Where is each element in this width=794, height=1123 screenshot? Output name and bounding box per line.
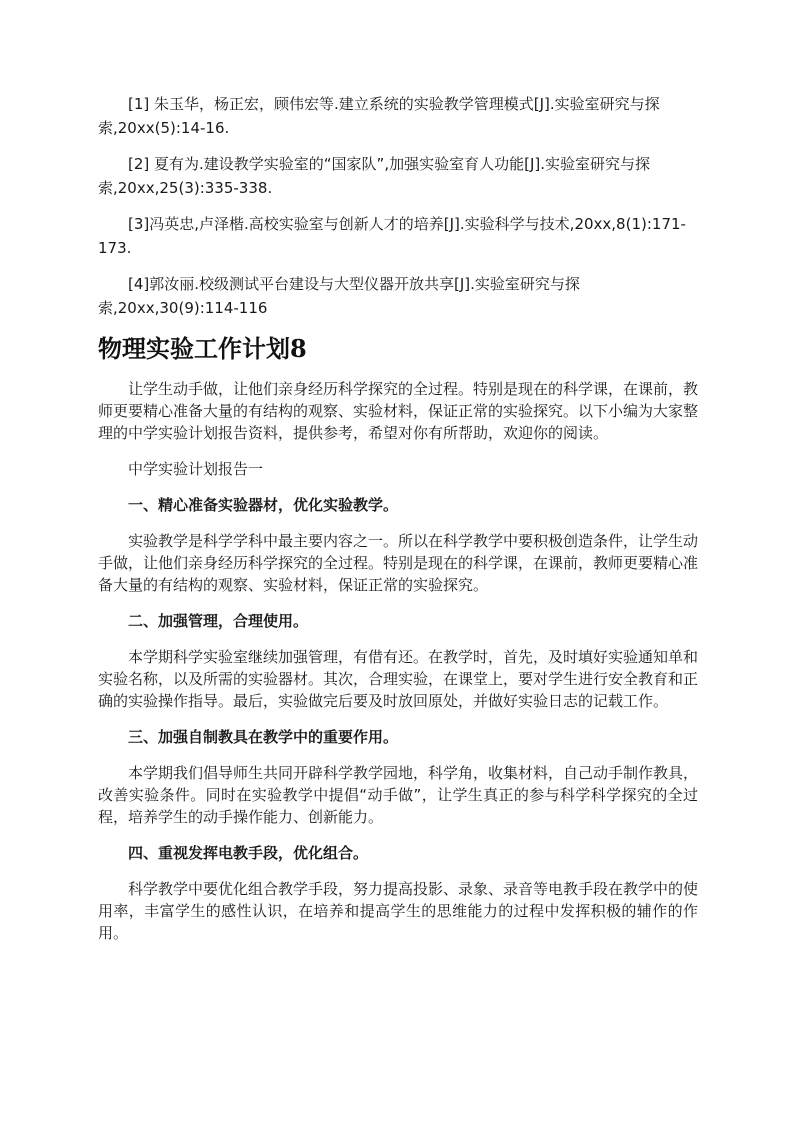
reference-item: [3]冯英忠,卢泽楷.高校实验室与创新人才的培养[J].实验科学与技术,20xx,8(1):171-173. — [98, 215, 686, 257]
item-body-2: 本学期科学实验室继续加强管理，有借有还。在教学时，首先，及时填好实验通知单和实验名称，以及所需的实验器材。其次，合理实验，在课堂上，要对学生进行安全教育和正确的实验操作指导。最后，实验做完后要及时放回原处，并做好实验日志的记载工作。 — [98, 648, 699, 710]
intro-paragraph: 让学生动手做，让他们亲身经历科学探究的全过程。特别是现在的科学课，在课前，教师更要精心准备大量的有结构的观察、实验材料，保证正常的实验探究。以下小编为大家整理的中学实验计划报告资料，提供参考，希望对你有所帮助，欢迎你的阅读。 — [98, 380, 699, 442]
item-body-1: 实验教学是科学学科中最主要内容之一。所以在科学教学中要积极创造条件，让学生动手做，让他们亲身经历科学探究的全过程。特别是现在的科学课，在课前，教师更要精心准备大量的有结构的观察、实验材料，保证正常的实验探究。 — [98, 532, 699, 594]
item-body-4: 科学教学中要优化组合教学手段，努力提高投影、录象、录音等电教手段在教学中的使用率，丰富学生的感性认识，在培养和提高学生的思维能力的过程中发挥积极的辅作的作用。 — [98, 880, 699, 942]
reference-item: [1] 朱玉华，杨正宏，顾伟宏等.建立系统的实验教学管理模式[J].实验室研究与探索,20xx(5):14-16. — [98, 95, 660, 137]
report-subtitle: 中学实验计划报告一 — [128, 460, 264, 478]
item-body-3: 本学期我们倡导师生共同开辟科学教学园地，科学角，收集材料，自己动手制作教具，改善实验条件。同时在实验教学中提倡“动手做”，让学生真正的参与科学科学探究的全过程，培养学生的动手操作能力、创新能力。 — [98, 764, 699, 826]
section-title: 物理实验工作计划8 — [98, 334, 307, 363]
item-heading-2: 二、加强管理，合理使用。 — [128, 612, 309, 630]
item-heading-4: 四、重视发挥电教手段，优化组合。 — [128, 844, 369, 862]
reference-item: [4]郭汝丽.校级测试平台建设与大型仪器开放共享[J].实验室研究与探索,20xx,30(9):114-116 — [98, 275, 580, 317]
item-heading-3: 三、加强自制教具在教学中的重要作用。 — [128, 728, 399, 746]
document-page — [98, 92, 698, 958]
item-heading-1: 一、精心准备实验器材，优化实验教学。 — [128, 496, 399, 514]
reference-item: [2] 夏有为.建设教学实验室的“国家队”,加强实验室育人功能[J].实验室研究与探索,20xx,25(3):335-338. — [98, 155, 650, 197]
